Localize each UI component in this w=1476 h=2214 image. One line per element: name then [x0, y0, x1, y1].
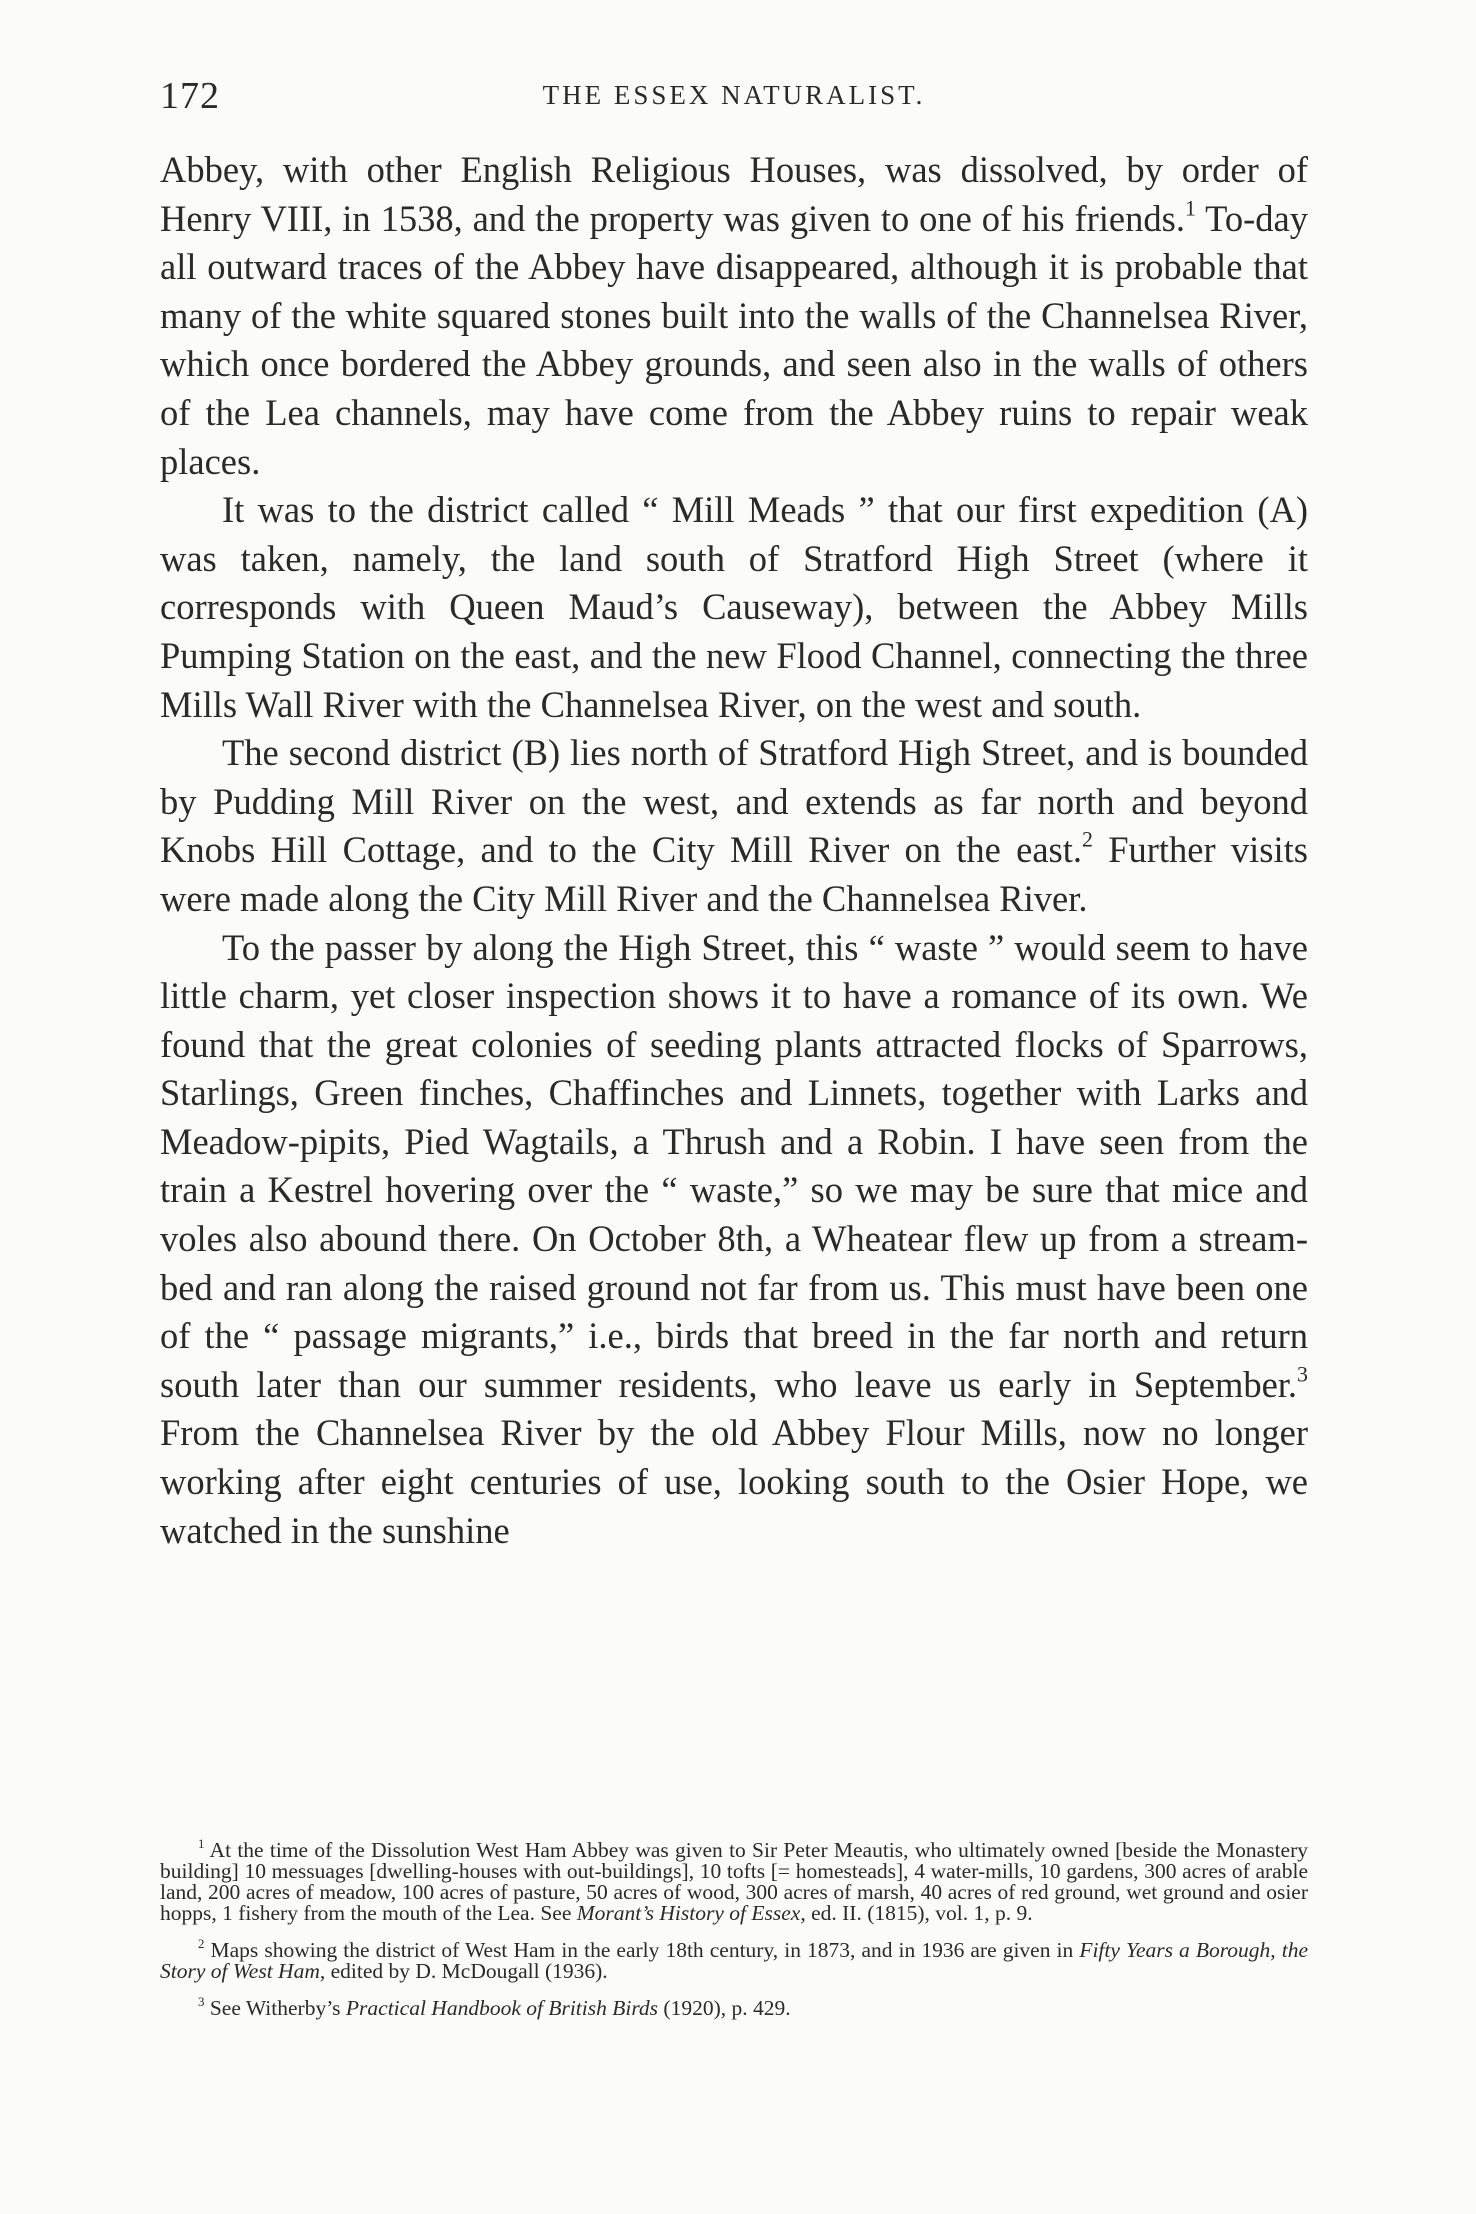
paragraph-4-text-b: From the Channelsea River by the old Abbey Flour Mills, now no longer working after eight centuries of use, looking south to the Osier Hope, we watched in the sunshine [160, 1412, 1308, 1551]
paragraph-2: It was to the district called “ Mill Meads ” that our first expedition (A) was taken, namely, the land south of Stratford High Street (where it corresponds with Queen Maud’s Causeway), between the Abbey Mills Pumping Station on the east, and the new Flood Channel, connecting the three Mills Wall River with the Channelsea River, on the west and south. [160, 489, 1308, 725]
footnote-1-text-b: , ed. II. (1815), vol. 1, p. 9. [800, 1901, 1033, 1925]
footnote-2-text-a: Maps showing the district of West Ham in the early 18th century, in 1873, and in 1936 are given in [204, 1938, 1080, 1962]
footnote-3 [160, 1994, 1308, 2020]
paragraph-4-text-a: To the passer by along the High Street, this “ waste ” would seem to have little charm, yet closer inspection shows it to have a romance of its own. We found that the great colonies of seeding plants attracted flocks of Sparrows, Starlings, Green finches, Chaffinches and Linnets, together with Larks and Meadow-pipits, Pied Wagtails, a Thrush and a Robin. I have seen from the train a Kestrel hovering over the “ waste,” so we may be sure that mice and voles also abound there. On October 8th, a Wheatear flew up from a stream-bed and ran along the raised ground not far from us. This must have been one of the “ passage migrants,” i.e., birds that breed in the far north and return south later than our summer residents, who leave us early in September. [160, 926, 1308, 1405]
footnote-2 [160, 1936, 1308, 1983]
footnote-1-text-a: At the time of the Dissolution West Ham Abbey was given to Sir Peter Meautis, who ultimately owned [beside the Monastery building] 10 messuages [dwelling-houses with out-buildings], 10 tofts [= homesteads], 4 water-mills, 10 gardens, 300 acres of arable land, 200 acres of meadow, 100 acres of pasture, 50 acres of wood, 300 acres of marsh, 40 acres of red ground, wet ground and osier hopps, 1 fishery from the mouth of the Lea. See [160, 1838, 1308, 1925]
paragraph-1 [160, 146, 1308, 486]
footnote-2-mark: 2 [198, 1936, 205, 1951]
footnote-ref-2: 2 [1082, 826, 1093, 852]
footnote-ref-1: 1 [1184, 195, 1196, 221]
paragraph-1-text-b: To-day all outward traces of the Abbey have disappeared, although it is probable that many of the white squared stones built into the walls of the Channelsea River, which once bordered the Abbey grounds, and seen also in the walls of others of the Lea channels, may have come from the Abbey ruins to repair weak places. [160, 197, 1308, 482]
paragraph-3-text-b: Further visits were made along the City Mill River and the Channelsea River. [160, 829, 1308, 919]
paragraph-1-text-a: Abbey, with other English Religious Houses, was dissolved, by order of Henry VIII, in 1538, and the property was given to one of his friends. [160, 149, 1308, 239]
page-number: 172 [160, 75, 220, 117]
paragraph-4 [160, 924, 1308, 1556]
footnote-2-title: Fifty Years a Borough, the Story of West Ham [160, 1938, 1308, 1983]
footnote-3-text-b: (1920), p. 429. [658, 1996, 791, 2020]
footnotes [160, 1836, 1308, 2035]
footnote-3-title: Practical Handbook of British Birds [345, 1996, 659, 2020]
paragraph-3-text-a: The second district (B) lies north of Stratford High Street, and is bounded by Pudding Mill River on the west, and extends as far north and beyond Knobs Hill Cottage, and to the City Mill River on the east. [160, 732, 1308, 871]
footnote-2-text-b: , edited by D. McDougall (1936). [319, 1959, 608, 1983]
footnote-1-mark: 1 [198, 1836, 205, 1851]
page-header [160, 74, 1308, 124]
footnote-1-title: Morant’s History of Essex [576, 1901, 801, 1925]
footnote-3-mark: 3 [198, 1994, 205, 2009]
paragraph-3 [160, 729, 1308, 923]
footnote-1 [160, 1836, 1308, 1925]
footnote-ref-3: 3 [1297, 1361, 1308, 1387]
body-text [160, 146, 1308, 1555]
footnote-3-text-a: See Witherby’s [204, 1996, 346, 2020]
running-head: THE ESSEX NATURALIST. [542, 80, 926, 110]
